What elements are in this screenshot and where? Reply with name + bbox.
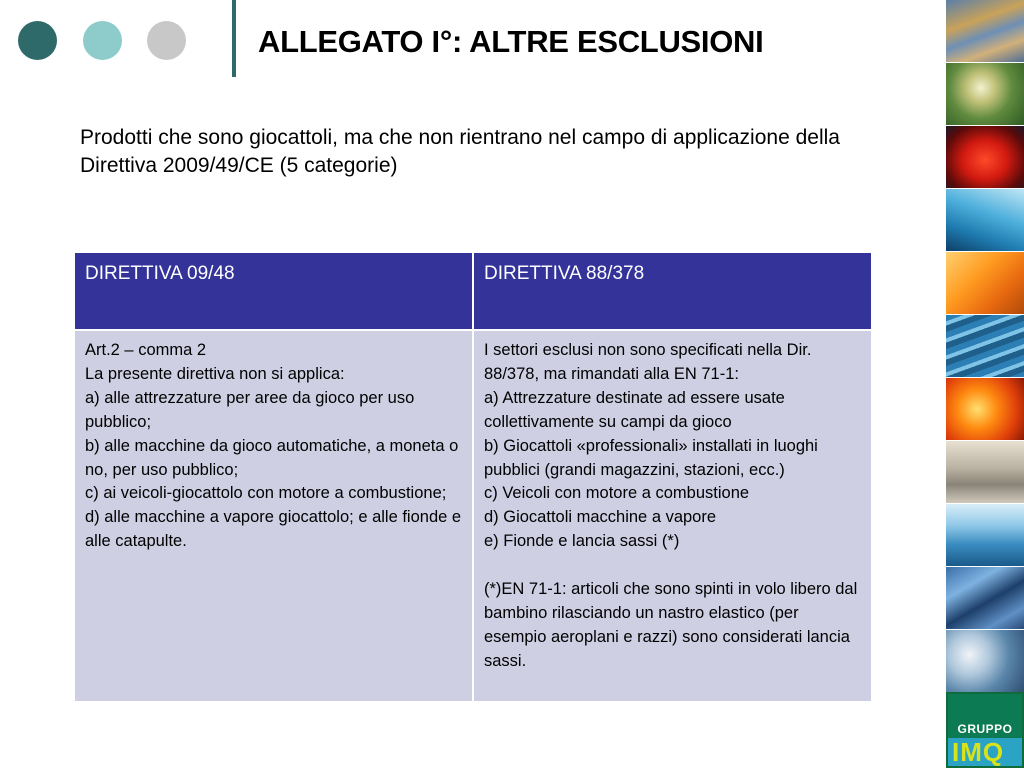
water-splash-photo — [946, 189, 1024, 251]
cell-line: a) Attrezzature destinate ad essere usate collettivamente su campi da gioco — [484, 388, 785, 431]
cell-directive-0948 — [74, 330, 473, 702]
title-divider — [232, 0, 236, 77]
cell-line: La presente direttiva non si applica: — [85, 364, 345, 383]
gray-device-photo — [946, 441, 1024, 503]
cell-line: I settori esclusi non sono specificati nella Dir. 88/378, ma rimandati alla EN 71-1: — [484, 341, 812, 383]
decorative-dot-gray — [147, 21, 186, 60]
red-car-photo — [946, 126, 1024, 188]
header-directive-0948: DIRETTIVA 09/48 — [74, 252, 473, 330]
solar-panels-photo — [946, 0, 1024, 62]
photo-rail — [946, 0, 1024, 692]
cell-line: a) alle attrezzature per aree da gioco per uso pubblico; — [85, 388, 415, 431]
logo-imq-mark: IMQ — [952, 737, 1005, 767]
cell-line: d) Giocattoli macchine a vapore — [484, 508, 717, 527]
cell-line: c) Veicoli con motore a combustione — [484, 484, 750, 503]
logo-gruppo-text: GRUPPO — [957, 722, 1013, 736]
intro-text: Prodotti che sono giocattoli, ma che non rientrano nel campo di applicazione della Direttiva 2009/49/CE (5 categorie) — [80, 126, 840, 177]
slide-title: ALLEGATO I°: ALTRE ESCLUSIONI — [258, 24, 764, 59]
decorative-dot-dark — [18, 21, 57, 60]
cell-line: (*)EN 71-1: articoli che sono spinti in volo libero dal bambino rilasciando un nastro elastico (per esempio aeroplani e razzi) sono considerati lancia sassi. — [484, 580, 858, 670]
cell-line: Art.2 – comma 2 — [85, 341, 207, 359]
lightbulb-plant-photo — [946, 63, 1024, 125]
table-row — [74, 330, 872, 702]
table-header-row — [74, 252, 872, 330]
imq-logo — [946, 692, 1024, 768]
cell-line: e) Fionde e lancia sassi (*) — [484, 532, 680, 551]
cell-line: c) ai veicoli-giocattolo con motore a combustione; — [85, 484, 447, 503]
blue-sky-photo — [946, 504, 1024, 566]
cell-directive-88378 — [473, 330, 872, 702]
cell-line: b) Giocattoli «professionali» installati in luoghi pubblici (grandi magazzini, stazioni, ecc.) — [484, 436, 818, 479]
cell-spacer — [484, 554, 861, 578]
header-directive-88378: DIRETTIVA 88/378 — [473, 252, 872, 330]
antenna-dishes-photo — [946, 630, 1024, 692]
orange-fire-photo — [946, 378, 1024, 440]
blue-cables-photo — [946, 315, 1024, 377]
satellite-photo — [946, 567, 1024, 629]
orange-abstract-photo — [946, 252, 1024, 314]
cell-line: b) alle macchine da gioco automatiche, a moneta o no, per uso pubblico; — [85, 436, 459, 479]
cell-line: d) alle macchine a vapore giocattolo; e alle fionde e alle catapulte. — [85, 508, 462, 551]
decorative-dot-light — [83, 21, 122, 60]
exclusions-table — [73, 251, 873, 703]
